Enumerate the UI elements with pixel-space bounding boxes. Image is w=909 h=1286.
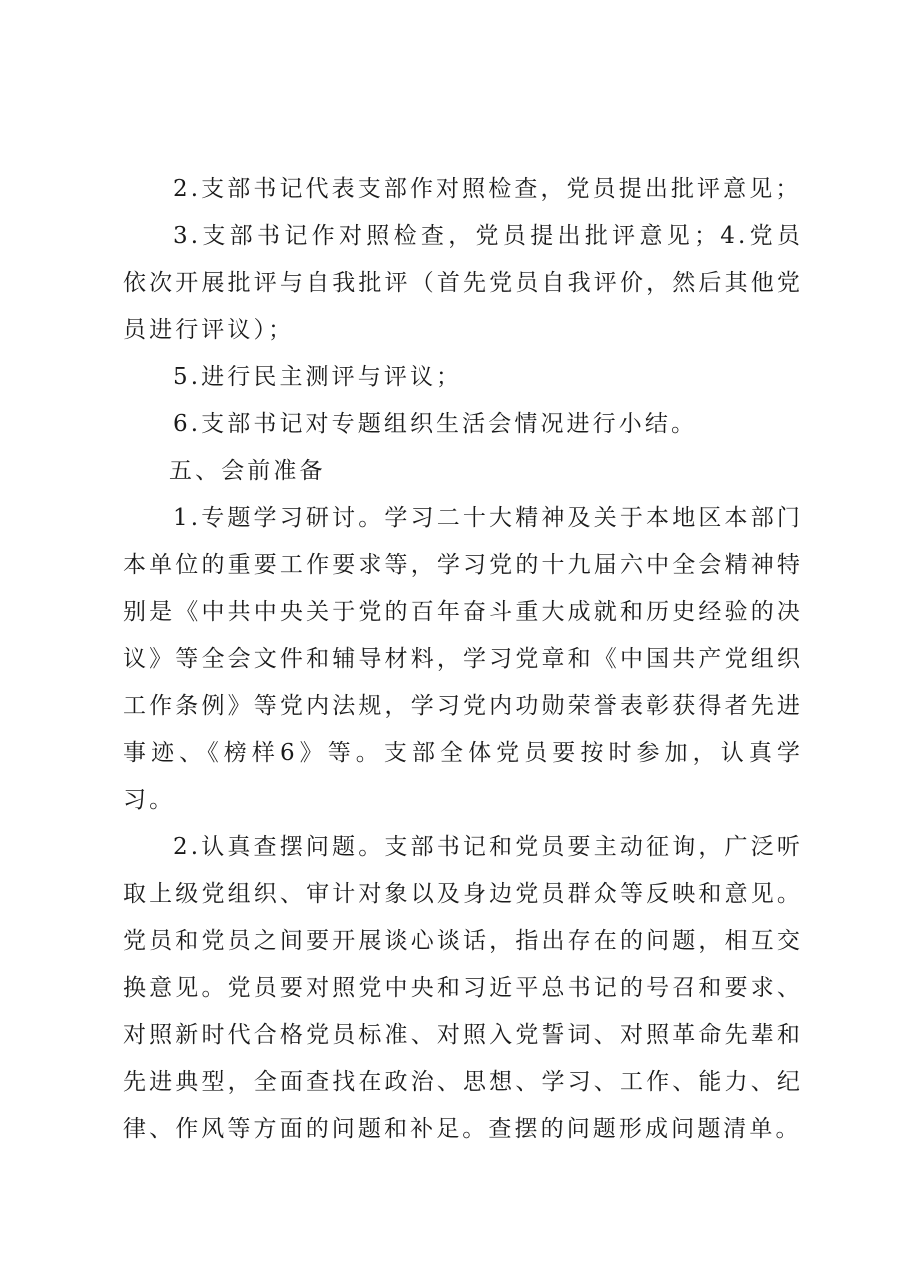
document-body: [123, 166, 803, 1153]
paragraph-step-2: 2.支部书记代表支部作对照检查，党员提出批评意见；: [173, 176, 802, 202]
paragraph-problem-review: 2.认真查摆问题。支部书记和党员要主动征询，广泛听取上级党组织、审计对象以及身边党员群众等反映和意见。党员和党员之间要开展谈心谈话，指出存在的问题，相互交换意见。党员要对照党中央和习近平总书记的号召和要求、对照新时代合格党员标准、对照入党誓词、对照革命先辈和先进典型，全面查找在政治、思想、学习、工作、能力、纪律、作风等方面的问题和补足。查摆的问题形成问题清单。: [123, 834, 803, 1142]
paragraph-step-3-4: 3.支部书记作对照检查，党员提出批评意见；4.党员依次开展批评与自我批评（首先党员自我评价，然后其他党员进行评议）；: [123, 223, 803, 343]
paragraph-step-6: 6.支部书记对专题组织生活会情况进行小结。: [173, 411, 698, 437]
paragraph-step-5: 5.进行民主测评与评议；: [173, 364, 463, 390]
section-heading-preparation: 五、会前准备: [169, 458, 326, 484]
paragraph-study-seminar: 1.专题学习研讨。学习二十大精神及关于本地区本部门本单位的重要工作要求等，学习党的十九届六中全会精神特别是《中共中央关于党的百年奋斗重大成就和历史经验的决议》等全会文件和辅导材料，学习党章和《中国共产党组织工作条例》等党内法规，学习党内功勋荣誉表彰获得者先进事迹、《榜样6》等。支部全体党员要按时参加，认真学习。: [123, 505, 803, 813]
